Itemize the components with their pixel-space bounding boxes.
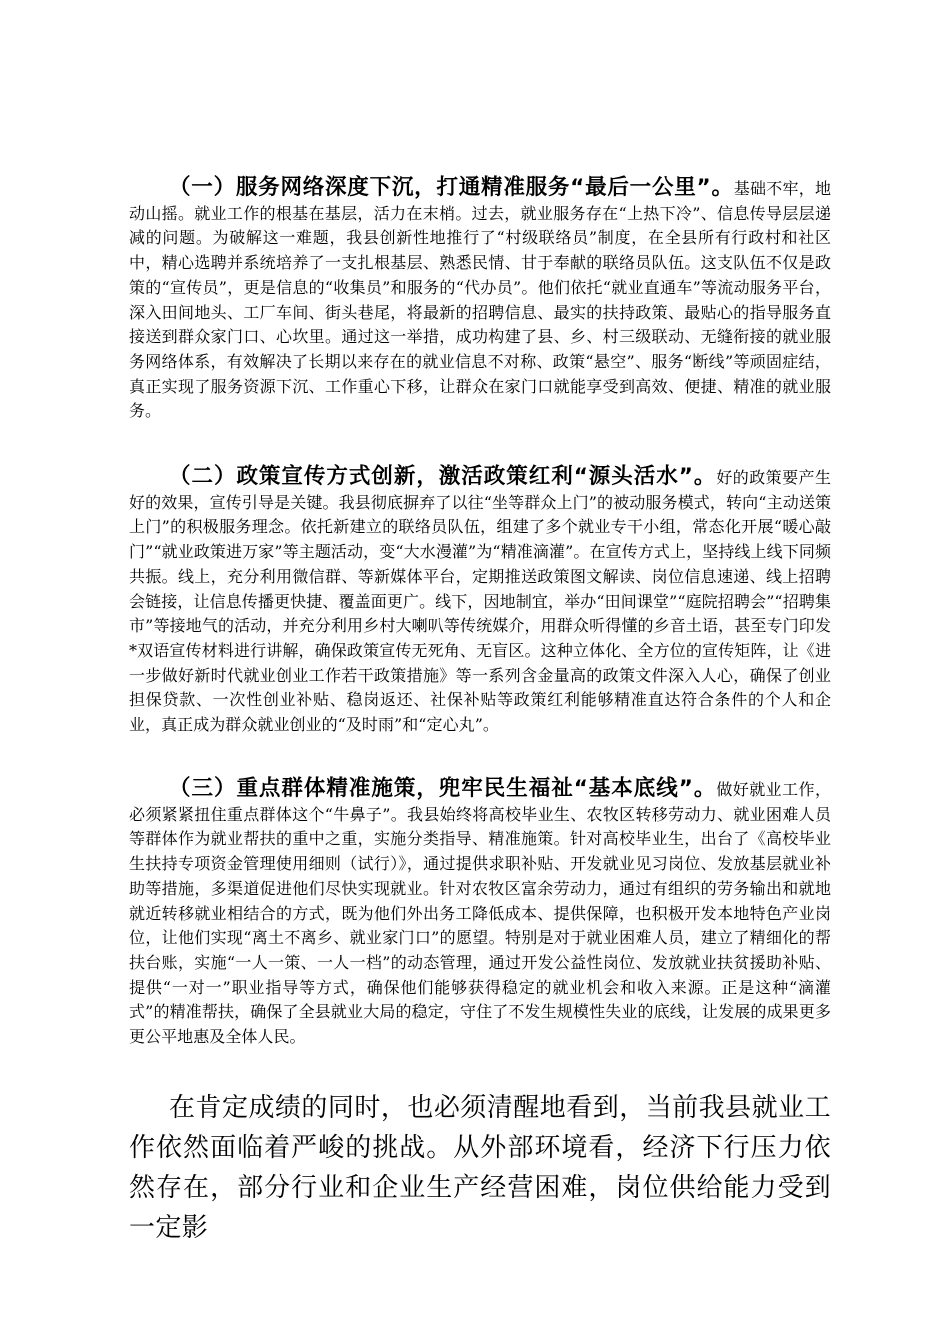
section-heading: （三）重点群体精准施策，兜牢民生福祉“基本底线”。 (169, 776, 717, 801)
section-heading: （一）服务网络深度下沉，打通精准服务“最后一公里”。 (169, 175, 734, 200)
section-key-groups (129, 777, 831, 1050)
section-policy-publicity (129, 465, 831, 738)
document-page (129, 0, 831, 1344)
section-service-network (129, 176, 831, 424)
section-heading: （二）政策宣传方式创新，激活政策红利“源头活水”。 (169, 464, 717, 489)
closing-paragraph: 在肯定成绩的同时，也必须清醒地看到，当前我县就业工作依然面临着严峻的挑战。从外部环境看，经济下行压力依然存在，部分行业和企业生产经营困难，岗位供给能力受到一定影 (129, 1093, 831, 1243)
section-body: 基础不牢，地动山摇。就业工作的根基在基层，活力在末梢。过去，就业服务存在“上热下冷”、信息传导层层递减的问题。为破解这一难题，我县创新性地推行了“村级联络员”制度，在全县所有行政村和社区中，精心选聘并系统培养了一支扎根基层、熟悉民情、甘于奉献的联络员队伍。这支队伍不仅是政策的“宣传员”，更是信息的“收集员”和服务的“代办员”。他们依托“就业直通车”等流动服务平台，深入田间地头、工厂车间、街头巷尾，将最新的招聘信息、最实的扶持政策、最贴心的指导服务直接送到群众家门口、心坎里。通过这一举措，成功构建了县、乡、村三级联动、无缝衔接的就业服务网络体系，有效解决了长期以来存在的就业信息不对称、政策“悬空”、服务“断线”等顽固症结，真正实现了服务资源下沉、工作重心下移，让群众在家门口就能享受到高效、便捷、精准的就业服务。 (129, 179, 831, 421)
section-body: 好的政策要产生好的效果，宣传引导是关键。我县彻底摒弃了以往“坐等群众上门”的被动服务模式，转向“主动送策上门”的积极服务理念。依托新建立的联络员队伍，组建了多个就业专干小组，常态化开展“暖心敲门”“就业政策进万家”等主题活动，变“大水漫灌”为“精准滴灌”。在宣传方式上，坚持线上线下同频共振。线上，充分利用微信群、等新媒体平台，定期推送政策图文解读、岗位信息速递、线上招聘会链接，让信息传播更快捷、覆盖面更广。线下，因地制宜，举办“田间课堂”“庭院招聘会”“招聘集市”等接地气的活动，并充分利用乡村大喇叭等传统媒介，用群众听得懂的乡音土语，甚至专门印发*双语宣传材料进行讲解，确保政策宣传无死角、无盲区。这种立体化、全方位的宣传矩阵，让《进一步做好新时代就业创业工作若干政策措施》等一系列含金量高的政策文件深入人心，确保了创业担保贷款、一次性创业补贴、稳岗返还、社保补贴等政策红利能够精准直达符合条件的个人和企业，真正成为群众就业创业的“及时雨”和“定心丸”。 (129, 468, 831, 735)
section-body: 做好就业工作，必须紧紧扭住重点群体这个“牛鼻子”。我县始终将高校毕业生、农牧区转移劳动力、就业困难人员等群体作为就业帮扶的重中之重，实施分类指导、精准施策。针对高校毕业生，出台了《高校毕业生扶持专项资金管理使用细则（试行）》，通过提供求职补贴、开发就业见习岗位、发放基层就业补助等措施，多渠道促进他们尽快实现就业。针对农牧区富余劳动力，通过有组织的劳务输出和就地就近转移就业相结合的方式，既为他们外出务工降低成本、提供保障，也积极开发本地特色产业岗位，让他们实现“离土不离乡、就业家门口”的愿望。特别是对于就业困难人员，建立了精细化的帮扶台账，实施“一人一策、一人一档”的动态管理，通过开发公益性岗位、发放就业扶贫援助补贴、提供“一对一”职业指导等方式，确保他们能够获得稳定的就业机会和收入来源。正是这种“滴灌式”的精准帮扶，确保了全县就业大局的稳定，守住了不发生规模性失业的底线，让发展的成果更多更公平地惠及全体人民。 (129, 780, 831, 1047)
